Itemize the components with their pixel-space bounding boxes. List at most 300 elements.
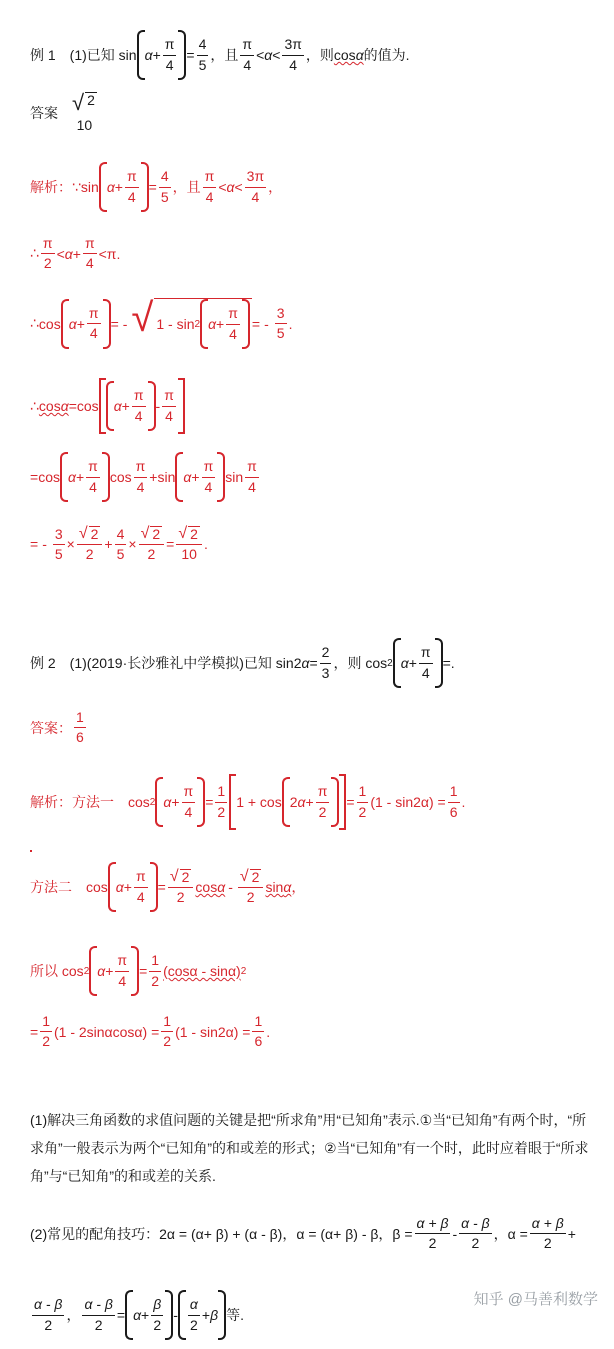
right-paren xyxy=(165,1290,173,1340)
num: 1 xyxy=(215,784,227,802)
num: π xyxy=(182,784,196,802)
den: 5 xyxy=(116,545,125,562)
den: 6 xyxy=(449,803,458,820)
eq: = xyxy=(68,398,77,414)
alpha: α xyxy=(400,655,409,671)
cos: cos xyxy=(38,315,61,332)
num: 3 xyxy=(53,527,65,545)
plus: + xyxy=(123,879,132,895)
suoyi-label: 所以 cos xyxy=(30,963,84,979)
fraction xyxy=(203,169,217,205)
fraction xyxy=(40,1014,52,1050)
right-paren xyxy=(331,777,339,827)
left-paren xyxy=(60,452,68,502)
fraction xyxy=(149,953,161,989)
minus: - xyxy=(228,879,233,895)
eq: = xyxy=(30,469,39,485)
ex1-sol-5 xyxy=(30,452,261,502)
fraction xyxy=(41,236,55,272)
radicand: 2 xyxy=(181,868,190,885)
q-end: = xyxy=(442,655,451,671)
left-bracket xyxy=(99,378,106,434)
right-paren xyxy=(141,162,149,212)
fraction xyxy=(240,37,254,73)
lt: < xyxy=(272,47,281,63)
radical-icon: √ xyxy=(178,525,188,542)
plus: + xyxy=(201,1307,211,1323)
right-paren xyxy=(242,299,250,349)
paren-group xyxy=(61,299,111,349)
fraction xyxy=(176,526,202,563)
eq: = xyxy=(30,1023,39,1040)
num xyxy=(168,869,194,888)
ex1-sol-1: 解析：∵sin α + $\frac{\pi}{4}$ = $\frac{4}{5}$ ，且 $\frac{\pi}{4}$ < α < $\frac{3\pi}{4}$ ， xyxy=(30,162,282,212)
fraction xyxy=(151,1297,163,1333)
cos-alpha xyxy=(195,879,225,895)
paren-group xyxy=(393,638,443,688)
radicand: 2 xyxy=(90,526,99,542)
left-paren xyxy=(155,777,163,827)
fraction xyxy=(125,169,139,205)
ex2-question: 例 2 (1)(2019·长沙雅礼中学模拟)已知 sin2 α = $\frac{2}{3}$ ，则 cos 2 α + $\frac{\pi}{4}$ = . xyxy=(30,638,455,688)
num: 3π xyxy=(282,37,303,55)
den: 3 xyxy=(321,664,330,681)
fraction xyxy=(215,784,227,820)
den: 10 xyxy=(181,546,197,563)
plus: + xyxy=(75,469,85,485)
left-paren xyxy=(282,777,290,827)
left-paren xyxy=(137,30,145,80)
sin: sin xyxy=(225,469,244,485)
two: 2 xyxy=(289,794,298,810)
left-paren xyxy=(200,299,208,349)
radicand: 1 - sin 2 α + $\frac{\pi}{4}$ xyxy=(154,298,252,349)
num xyxy=(176,526,202,545)
q-mid: ，则 cos xyxy=(333,655,388,671)
alpha: α xyxy=(183,469,192,485)
paren-group xyxy=(178,1290,226,1340)
left-paren xyxy=(108,862,116,912)
den: 4 xyxy=(165,407,173,424)
plus: + xyxy=(567,1225,576,1242)
paren-group xyxy=(125,1290,173,1340)
right-paren xyxy=(103,299,111,349)
minus: - xyxy=(122,315,128,332)
paren-group xyxy=(99,162,149,212)
fraction xyxy=(115,953,129,989)
times: × xyxy=(66,536,75,553)
cos: cos xyxy=(76,398,99,414)
num: 1 xyxy=(357,784,369,802)
fraction xyxy=(82,1297,114,1333)
den: 4 xyxy=(118,972,127,989)
one-minus-sin: 1 - sin xyxy=(156,316,195,332)
num: π xyxy=(163,37,177,55)
ex1-sol-2 xyxy=(30,236,120,272)
sqrt xyxy=(72,92,97,114)
plus: + xyxy=(216,316,225,332)
right-paren xyxy=(178,30,186,80)
eq: = xyxy=(30,536,39,553)
left-paren xyxy=(89,946,97,996)
ex1-answer xyxy=(30,92,101,133)
left-paren xyxy=(99,162,107,212)
ex2-q-prefix: 例 2 (1)(2019·长沙雅礼中学模拟)已知 sin2 xyxy=(30,655,302,671)
fraction xyxy=(320,645,332,681)
num: 4 xyxy=(197,37,209,55)
num: π xyxy=(203,169,217,187)
alpha: α xyxy=(208,316,217,332)
num: 1 xyxy=(448,784,460,802)
den: 4 xyxy=(205,188,214,205)
minus: - xyxy=(173,1307,178,1323)
den: 4 xyxy=(243,56,252,73)
right-paren xyxy=(148,381,156,431)
lt: < xyxy=(234,179,243,195)
fraction xyxy=(134,459,148,495)
den: 4 xyxy=(85,255,94,272)
plus: + xyxy=(305,794,314,810)
den: 4 xyxy=(127,188,136,205)
therefore: ∴ xyxy=(30,245,39,262)
den: 2 xyxy=(153,1316,162,1333)
den: 5 xyxy=(198,56,207,73)
plus: + xyxy=(105,963,114,979)
alpha: α xyxy=(264,47,273,63)
right-paren xyxy=(197,777,205,827)
minus: - xyxy=(155,398,161,414)
fraction xyxy=(134,869,148,905)
right-paren xyxy=(435,638,443,688)
sin-alpha xyxy=(265,879,291,895)
num: α - β xyxy=(32,1297,64,1315)
cos: cos xyxy=(38,469,60,485)
paren-group xyxy=(175,452,225,502)
cos: cos xyxy=(109,469,132,485)
right-bracket xyxy=(178,378,185,434)
den: 6 xyxy=(254,1033,263,1050)
cos-alpha xyxy=(334,47,364,63)
solution-label: 解析：方法一 cos xyxy=(30,794,150,810)
fraction xyxy=(530,1216,566,1252)
note-2-cont: $\frac{\alpha - \beta}{2}$ ， $\frac{\alpha - \beta}{2}$ = α + $\frac{\beta}{2}$ - $\frac{\alpha}{2}$ + β 等. xyxy=(30,1290,244,1340)
num: π xyxy=(245,459,259,477)
den: 4 xyxy=(136,888,145,905)
radical-icon: √ xyxy=(78,525,88,542)
sin: sin xyxy=(265,879,284,895)
fraction xyxy=(70,92,99,133)
therefore: ∴ xyxy=(30,397,39,414)
paren-group xyxy=(89,946,139,996)
den: 4 xyxy=(289,56,298,73)
plus: + xyxy=(121,398,130,414)
den: 2 xyxy=(85,546,94,563)
fraction xyxy=(139,526,165,563)
radical-icon: √ xyxy=(72,90,85,115)
den: 2 xyxy=(147,546,156,563)
ex1-sol-3: ∴ cos α + $\frac{\pi}{4}$ = - √ 1 - sin 2 α + $\frac{\pi}{4}$ = - $\frac{3}{5}$ . xyxy=(30,298,292,349)
ex2-sol-4: = $\frac{1}{2}$ (1 - 2sinαcosα) = $\frac{1}{2}$ (1 - sin2α) = $\frac{1}{6}$ . xyxy=(30,1013,271,1050)
eq: = xyxy=(205,794,214,810)
plus: + xyxy=(141,1307,150,1323)
fraction xyxy=(202,459,216,495)
num: π xyxy=(41,236,55,254)
minus: - xyxy=(452,1225,458,1242)
eq: = xyxy=(148,179,157,195)
num: π xyxy=(202,459,216,477)
ex1-q-prefix: 例 1 (1)已知 sin xyxy=(30,47,137,63)
den: 10 xyxy=(76,117,93,133)
right-paren xyxy=(102,452,110,502)
alpha-eq: ，α = xyxy=(493,1225,528,1242)
left-paren xyxy=(175,452,183,502)
eq: = xyxy=(139,963,148,979)
fraction xyxy=(357,784,369,820)
num xyxy=(139,526,165,545)
minus: - xyxy=(264,315,269,332)
den: 4 xyxy=(165,56,174,73)
left-paren xyxy=(393,638,401,688)
ex1-sol-4 xyxy=(30,378,185,434)
den: 2 xyxy=(471,1235,480,1252)
den: 5 xyxy=(276,325,285,341)
den: 4 xyxy=(251,188,260,205)
fraction xyxy=(197,37,209,73)
num: π xyxy=(134,869,148,887)
fraction xyxy=(252,1014,264,1050)
eq: = xyxy=(110,315,119,332)
q-suffix: ，则 xyxy=(305,47,334,63)
and: ，且 xyxy=(172,179,201,195)
num: π xyxy=(125,169,139,187)
alpha: α xyxy=(163,794,172,810)
num: 1 xyxy=(74,710,86,728)
answer-label: 答案 xyxy=(30,104,58,121)
den: 5 xyxy=(160,188,169,205)
fraction xyxy=(168,869,194,906)
den: 4 xyxy=(248,478,256,495)
num: 2 xyxy=(320,645,332,663)
plus: + xyxy=(191,469,200,485)
alpha: α xyxy=(283,879,292,895)
num: α xyxy=(188,1297,200,1315)
den: 2 xyxy=(217,803,226,820)
num: π xyxy=(86,459,100,477)
den: 6 xyxy=(76,729,84,746)
cos-minus-sin: (cosα - sinα) xyxy=(163,963,241,979)
fraction xyxy=(74,710,86,746)
beta: β xyxy=(210,1307,219,1323)
num: α - β xyxy=(459,1216,491,1234)
den: 4 xyxy=(204,478,213,495)
den: 4 xyxy=(89,478,97,495)
alpha: α xyxy=(226,179,235,195)
one-plus-cos: 1 + cos xyxy=(236,794,282,810)
fraction xyxy=(53,527,65,563)
num: α - β xyxy=(82,1297,114,1315)
fraction xyxy=(32,1297,64,1333)
alpha: α xyxy=(297,794,306,810)
cos-alpha xyxy=(39,398,69,414)
fraction xyxy=(86,459,100,495)
num xyxy=(238,869,264,888)
fraction xyxy=(245,459,259,495)
stray-dot xyxy=(30,850,32,852)
den: 2 xyxy=(42,1033,50,1050)
paren-group xyxy=(155,777,205,827)
ex2-sol-3: 所以 cos 2 α + $\frac{\pi}{4}$ = $\frac{1}{2}$ (cosα - sinα) 2 xyxy=(30,946,246,996)
eq: = xyxy=(309,655,318,671)
den: 4 xyxy=(421,664,430,681)
q-mid: ，且 xyxy=(210,47,239,63)
cos: cos xyxy=(195,879,218,895)
cos: cos xyxy=(38,398,61,414)
fraction xyxy=(115,527,127,563)
num: π xyxy=(83,236,97,254)
plus: + xyxy=(72,245,81,262)
plus: + xyxy=(114,179,123,195)
eq: = xyxy=(186,47,195,63)
fraction xyxy=(162,388,176,424)
fraction xyxy=(87,306,101,342)
left-paren xyxy=(61,299,69,349)
fraction xyxy=(448,784,460,820)
q-end: 的值为. xyxy=(363,47,410,63)
num: π xyxy=(115,953,129,971)
num: π xyxy=(132,388,146,406)
sin: sin xyxy=(157,469,176,485)
fraction xyxy=(245,169,266,205)
alpha: α xyxy=(97,963,106,979)
radical-icon: √ xyxy=(131,296,154,340)
radicand: 2 xyxy=(251,868,260,885)
num: π xyxy=(87,306,101,324)
alpha: α xyxy=(64,245,73,262)
den: 4 xyxy=(136,478,145,495)
plus: + xyxy=(104,536,113,553)
right-bracket xyxy=(339,774,346,830)
paren-group xyxy=(200,299,250,349)
num: π xyxy=(316,784,330,802)
den: 2 xyxy=(428,1235,437,1252)
bracket-group xyxy=(99,378,185,434)
alpha: α xyxy=(217,879,226,895)
eq: = xyxy=(157,879,166,895)
fraction xyxy=(275,306,287,342)
therefore: ∴ xyxy=(30,315,39,331)
method2-label: 方法二 cos xyxy=(30,879,108,895)
eq: = xyxy=(116,1307,126,1323)
num: 1 xyxy=(252,1014,264,1032)
den: 4 xyxy=(89,325,98,341)
alpha: α xyxy=(68,315,77,332)
radicand: 2 xyxy=(85,92,97,114)
plus: + xyxy=(149,469,158,485)
pi-end: <π. xyxy=(98,245,121,262)
radicand: 2 xyxy=(152,526,161,542)
den: 2 xyxy=(318,803,327,820)
solution-label: 解析：∵sin xyxy=(30,179,99,195)
ex1-question xyxy=(30,30,410,80)
alpha: α xyxy=(144,47,153,63)
alpha: α xyxy=(115,879,124,895)
fraction xyxy=(226,306,240,342)
lt: < xyxy=(256,47,265,63)
eq: = xyxy=(166,536,175,553)
plus: + xyxy=(408,655,417,671)
eq: = xyxy=(251,315,261,332)
deng: 等. xyxy=(226,1307,244,1323)
fraction xyxy=(159,169,171,205)
paren-group xyxy=(108,862,158,912)
radicand: 2 xyxy=(190,526,198,542)
left-paren xyxy=(125,1290,133,1340)
alpha: α xyxy=(106,179,115,195)
den: 2 xyxy=(246,889,255,905)
lt: < xyxy=(56,245,65,262)
plus: + xyxy=(171,794,180,810)
fraction xyxy=(282,37,303,73)
plus: + xyxy=(152,47,161,63)
num: 1 xyxy=(40,1014,52,1032)
den: 2 xyxy=(543,1235,552,1252)
fraction xyxy=(188,1297,200,1333)
fraction xyxy=(316,784,330,820)
minus: - xyxy=(42,536,47,553)
right-paren xyxy=(217,452,225,502)
fraction xyxy=(238,869,264,906)
den: 2 xyxy=(358,803,367,820)
ex2-answer xyxy=(30,710,88,746)
alpha: α xyxy=(355,47,364,63)
eq: = xyxy=(346,794,355,810)
radical-icon: √ xyxy=(169,867,179,885)
alpha: α xyxy=(301,655,310,671)
ex2-sol-1: 解析：方法一 cos 2 α + $\frac{\pi}{4}$ = $\frac{1}{2}$ 1 + cos 2 α + $\frac{\pi}{2}$ = $\frac{1}{2}$ (1 - sin2α) = $\frac{1}{6}$ . xyxy=(30,774,465,830)
radical-icon: √ xyxy=(239,867,249,885)
fraction xyxy=(182,784,196,820)
num: α + β xyxy=(415,1216,451,1234)
den: 2 xyxy=(163,1033,172,1050)
num: π xyxy=(226,306,240,324)
den: 4 xyxy=(134,407,143,424)
ex1-sol-6: = - $\frac{3}{5}$ × √ 2 2 + $\frac{4}{5}$ × √ 2 2 = √ 2 10 . xyxy=(30,525,208,563)
den: 2 xyxy=(151,972,160,989)
note-2-prefix: (2)常见的配角技巧：2α = (α+ β) + (α - β)，α = (α+ β) - β，β = xyxy=(30,1225,413,1242)
paren-group xyxy=(106,381,156,431)
den: 2 xyxy=(44,1316,53,1333)
num xyxy=(70,92,99,116)
alpha: α xyxy=(133,1307,142,1323)
den: 5 xyxy=(54,545,63,562)
alpha: α xyxy=(113,398,122,414)
cos: cos xyxy=(333,47,356,63)
fraction xyxy=(459,1216,491,1252)
left-paren xyxy=(178,1290,186,1340)
num: β xyxy=(151,1297,163,1315)
alpha: α xyxy=(60,398,69,414)
radical-icon: √ xyxy=(140,525,150,542)
right-paren xyxy=(218,1290,226,1340)
num: 1 xyxy=(149,953,161,971)
num: 4 xyxy=(115,527,127,545)
paren-group xyxy=(282,777,340,827)
fraction xyxy=(419,645,433,681)
num: π xyxy=(134,459,148,477)
plus: + xyxy=(76,315,85,332)
answer-label: 答案： xyxy=(30,719,72,736)
num: π xyxy=(162,388,176,406)
